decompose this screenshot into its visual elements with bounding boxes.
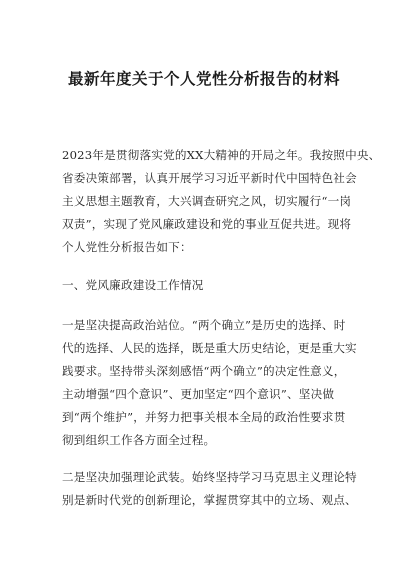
point2-line: 二是坚决加强理论武装。始终坚持学习马克思主义理论特 bbox=[62, 470, 357, 484]
point1-line: 代的选择、人民的选择，既是重大历史结论，更是重大实 bbox=[62, 341, 357, 355]
point1-line: 一是坚决提高政治站位。“两个确立”是历史的选择、时 bbox=[62, 318, 346, 332]
intro-line: 个人党性分析报告如下： bbox=[62, 240, 192, 254]
point1-line: 到“两个维护”，并努力把事关根本全局的政治性要求贯 bbox=[62, 410, 346, 424]
intro-line: 2023年是贯彻落实党的XX大精神的开局之年。我按照中央、 bbox=[62, 148, 381, 162]
point1-line: 彻到组织工作各方面全过程。 bbox=[62, 433, 216, 447]
intro-paragraph bbox=[62, 144, 381, 259]
point2-paragraph bbox=[62, 466, 370, 512]
point1-line: 践要求。坚持带头深刻感悟“两个确立”的决定性意义， bbox=[62, 364, 346, 378]
intro-line: 主义思想主题教育，大兴调查研究之风，切实履行“一岗 bbox=[62, 194, 352, 208]
section-heading-text: 一、党风廉政建设工作情况 bbox=[62, 278, 204, 292]
point1-paragraph bbox=[62, 314, 370, 452]
document-title: 最新年度关于个人党性分析报告的材料 bbox=[67, 70, 340, 88]
point2-line: 别是新时代党的创新理论，掌握贯穿其中的立场、观点、 bbox=[62, 493, 357, 507]
point1-line: 主动增强“四个意识”、更加坚定“四个意识”、坚决做 bbox=[62, 387, 335, 401]
intro-line: 双责”，实现了党风廉政建设和党的事业互促共进。现将 bbox=[62, 217, 352, 231]
section-heading bbox=[62, 274, 370, 297]
intro-line: 省委决策部署，认真开展学习习近平新时代中国特色社会 bbox=[62, 171, 357, 185]
